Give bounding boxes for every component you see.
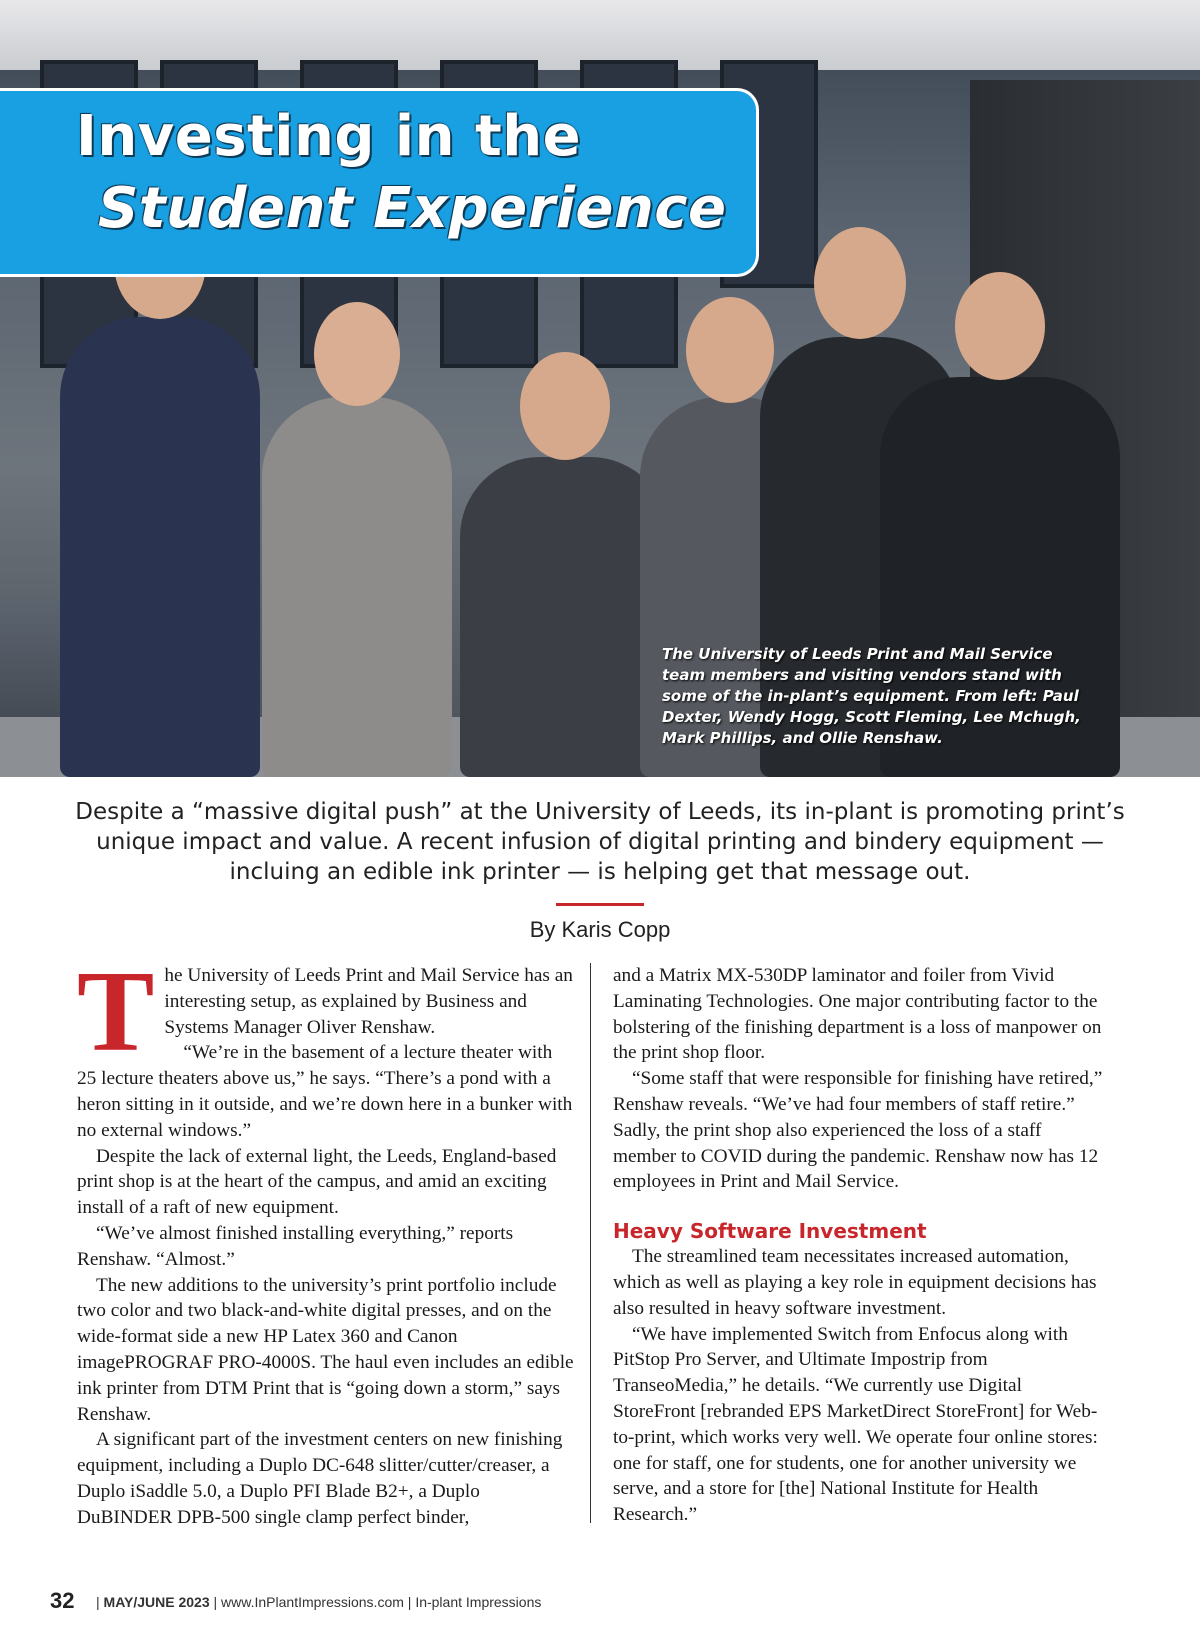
drop-cap: T <box>77 948 155 1076</box>
footer-publication: In-plant Impressions <box>415 1594 542 1610</box>
footer-separator: | <box>96 1594 100 1610</box>
person-figure <box>460 457 670 777</box>
footer-info <box>96 1594 541 1610</box>
body-paragraph: The new additions to the university’s print portfolio include two color and two black-and-white digital presses, and on the wide-format side a new HP Latex 360 and Canon imagePROGRAF PRO-4000S. The haul even includes an edible ink printer from DTM Print that is “going down a storm,” says Renshaw. <box>77 1274 574 1425</box>
person-figure <box>60 317 260 777</box>
section-subhead: Heavy Software Investment <box>613 1219 927 1244</box>
body-column-right <box>613 963 1105 1528</box>
body-paragraph: “We have implemented Switch from Enfocus along with PitStop Pro Server, and Ultimate Impostrip from TranseoMedia,” he details. “We currently use Digital StoreFront [rebranded EPS MarketDirect StoreFront] for Web-to-print, which works very well. We operate four online stores: one for staff, one for students, one for another university we serve, and a store for [the] National Institute for Health Research.” <box>613 1323 1098 1526</box>
footer-separator: | <box>407 1594 412 1610</box>
body-column-left <box>77 948 576 1531</box>
body-paragraph: “We’re in the basement of a lecture theater with 25 lecture theaters above us,” he says. “There’s a pond with a heron sitting in it outside, and we’re down here in a bunker with no external windows.” <box>77 1042 573 1141</box>
body-paragraph: and a Matrix MX-530DP laminator and foiler from Vivid Laminating Technologies. One major contributing factor to the bolstering of the finishing department is a loss of manpower on the print shop floor. <box>613 965 1102 1064</box>
body-paragraph: A significant part of the investment centers on new finishing equipment, including a Duplo DC-648 slitter/cutter/creaser, a Duplo iSaddle 5.0, a Duplo PFI Blade B2+, a Duplo DuBINDER DPB-500 single clamp perfect binder, <box>77 1429 563 1528</box>
body-paragraph: Despite the lack of external light, the Leeds, England-based print shop is at the heart of the campus, and amid an exciting install of a raft of new equipment. <box>77 1145 557 1219</box>
footer-issue: MAY/JUNE 2023 <box>103 1594 210 1610</box>
person-figure <box>262 397 452 777</box>
article-deck: Despite a “massive digital push” at the University of Leeds, its in-plant is promoting print’s unique impact and value. A recent infusion of digital printing and bindery equipment — incluing an edible ink printer — is helping get that message out. <box>75 799 1125 885</box>
deck-divider <box>556 903 644 906</box>
body-paragraph: The streamlined team necessitates increased automation, which as well as playing a key role in equipment decisions has also resulted in heavy software investment. <box>613 1246 1097 1319</box>
column-divider <box>590 963 591 1523</box>
footer-url: www.InPlantImpressions.com <box>221 1594 404 1610</box>
byline: By Karis Copp <box>529 917 671 942</box>
photo-caption: The University of Leeds Print and Mail Service team members and visiting vendors stand with some of the in-plant’s equipment. From left: Paul Dexter, Wendy Hogg, Scott Fleming, Lee Mchugh, Mark Phillips, and Ollie Renshaw. <box>662 645 1081 747</box>
page-number: 32 <box>50 1588 75 1613</box>
article-title-line1: Investing in the <box>76 104 582 169</box>
body-paragraph: “Some staff that were responsible for finishing have retired,” Renshaw reveals. “We’ve had four members of staff retire.” Sadly, the print shop also experienced the loss of a staff member to COVID during the pandemic. Renshaw now has 12 employees in Print and Mail Service. <box>613 1068 1103 1193</box>
footer-separator: | <box>213 1594 218 1610</box>
body-paragraph: “We’ve almost finished installing everything,” reports Renshaw. “Almost.” <box>77 1222 514 1270</box>
body-paragraph: he University of Leeds Print and Mail Service has an interesting setup, as explained by Business and Systems Manager Oliver Renshaw. <box>164 965 573 1038</box>
article-title-line2: Student Experience <box>98 176 727 241</box>
